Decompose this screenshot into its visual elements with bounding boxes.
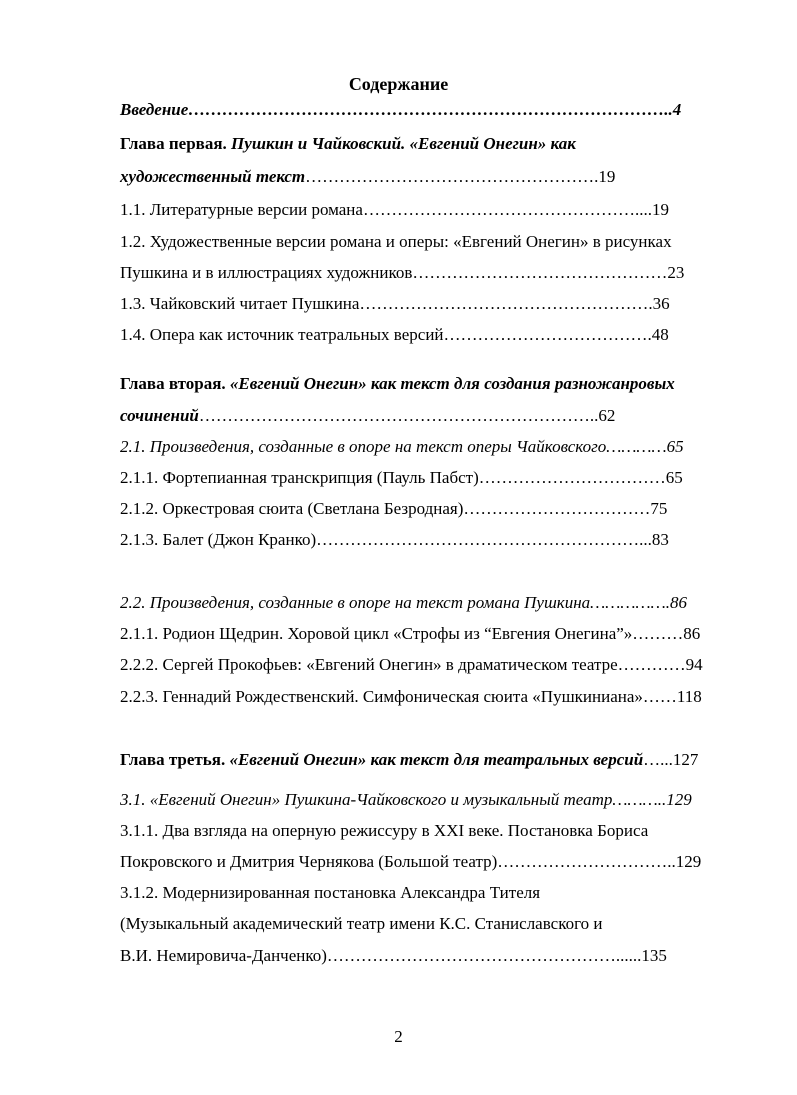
toc-entry-1-1[interactable]: 1.1. Литературные версии романа…………………………………………....19 <box>120 200 669 219</box>
toc-entry-3-1-2-cont1[interactable]: (Музыкальный академический театр имени К.С. Станиславского и <box>120 914 603 933</box>
toc-entry-2-2-3[interactable]: 2.2.3. Геннадий Рождественский. Симфоническая сюита «Пушкиниана»……118 <box>120 687 702 706</box>
toc-entry-3-1-1[interactable]: 3.1.1. Два взгляда на оперную режиссуру в XXI веке. Постановка Бориса <box>120 821 649 840</box>
toc-entry-3-1-2-cont2[interactable]: В.И. Немировича-Данченко)……………………………………………......135 <box>120 946 667 965</box>
toc-entry-2-1[interactable]: 2.1. Произведения, созданные в опоре на текст оперы Чайковского…………65 <box>120 437 684 456</box>
toc-entry-1-2-cont[interactable]: Пушкина и в иллюстрациях художников………………………………………23 <box>120 263 685 282</box>
chapter-title: «Евгений Онегин» как текст для создания разножанровых <box>229 374 675 393</box>
toc-entry-2-1-3[interactable]: 2.1.3. Балет (Джон Кранко)…………………………………………………...83 <box>120 530 669 549</box>
toc-entry-3-1[interactable]: 3.1. «Евгений Онегин» Пушкина-Чайковского и музыкальный театр………..129 <box>120 790 692 809</box>
toc-entry-3-1-1-cont[interactable]: Покровского и Дмитрия Чернякова (Большой театр)…………………………..129 <box>120 852 702 871</box>
toc-chapter-2[interactable] <box>120 373 675 395</box>
toc-chapter-1-cont[interactable] <box>120 166 615 188</box>
chapter-title-cont: художественный текст <box>120 167 306 186</box>
toc-entry-2-2[interactable]: 2.2. Произведения, созданные в опоре на текст романа Пушкина…………….86 <box>120 593 687 612</box>
toc-entry-2-2-2[interactable]: 2.2.2. Сергей Прокофьев: «Евгений Онегин» в драматическом театре…………94 <box>120 655 703 674</box>
toc-leader: …...127 <box>643 750 699 769</box>
toc-entry-1-4[interactable]: 1.4. Опера как источник театральных версий……………………………….48 <box>120 325 669 344</box>
toc-entry-2-1-1[interactable]: 2.1.1. Фортепианная транскрипция (Пауль Пабст)……………………………65 <box>120 468 683 487</box>
toc-entry-1-2[interactable]: 1.2. Художественные версии романа и оперы: «Евгений Онегин» в рисунках <box>120 232 672 251</box>
chapter-label: Глава вторая. <box>120 374 230 393</box>
toc-chapter-3[interactable] <box>120 749 698 771</box>
toc-entry-2-1-2[interactable]: 2.1.2. Оркестровая сюита (Светлана Безродная)……………………………75 <box>120 499 668 518</box>
toc-entry-2-2-1[interactable]: 2.1.1. Родион Щедрин. Хоровой цикл «Строфы из “Евгения Онегина”»………86 <box>120 624 701 643</box>
chapter-title-cont: сочинений <box>120 406 199 425</box>
chapter-label: Глава первая. <box>120 134 232 153</box>
page-title: Содержание <box>348 74 449 94</box>
chapter-title: Пушкин и Чайковский. «Евгений Онегин» как <box>231 134 576 153</box>
toc-entry-intro[interactable]: Введение…………………………………………………………………………..4 <box>120 100 682 119</box>
toc-leader: …………………………………………….19 <box>305 167 616 186</box>
toc-leader: ……………………………………………………………..62 <box>198 406 616 425</box>
chapter-title: «Евгений Онегин» как текст для театральных версий <box>229 750 644 769</box>
toc-chapter-1[interactable] <box>120 133 576 155</box>
chapter-label: Глава третья. <box>120 750 230 769</box>
page-number: 2 <box>394 1027 403 1046</box>
toc-chapter-2-cont[interactable] <box>120 405 615 427</box>
toc-entry-3-1-2[interactable]: 3.1.2. Модернизированная постановка Александра Тителя <box>120 883 541 902</box>
toc-entry-1-3[interactable]: 1.3. Чайковский читает Пушкина…………………………………………….36 <box>120 294 670 313</box>
